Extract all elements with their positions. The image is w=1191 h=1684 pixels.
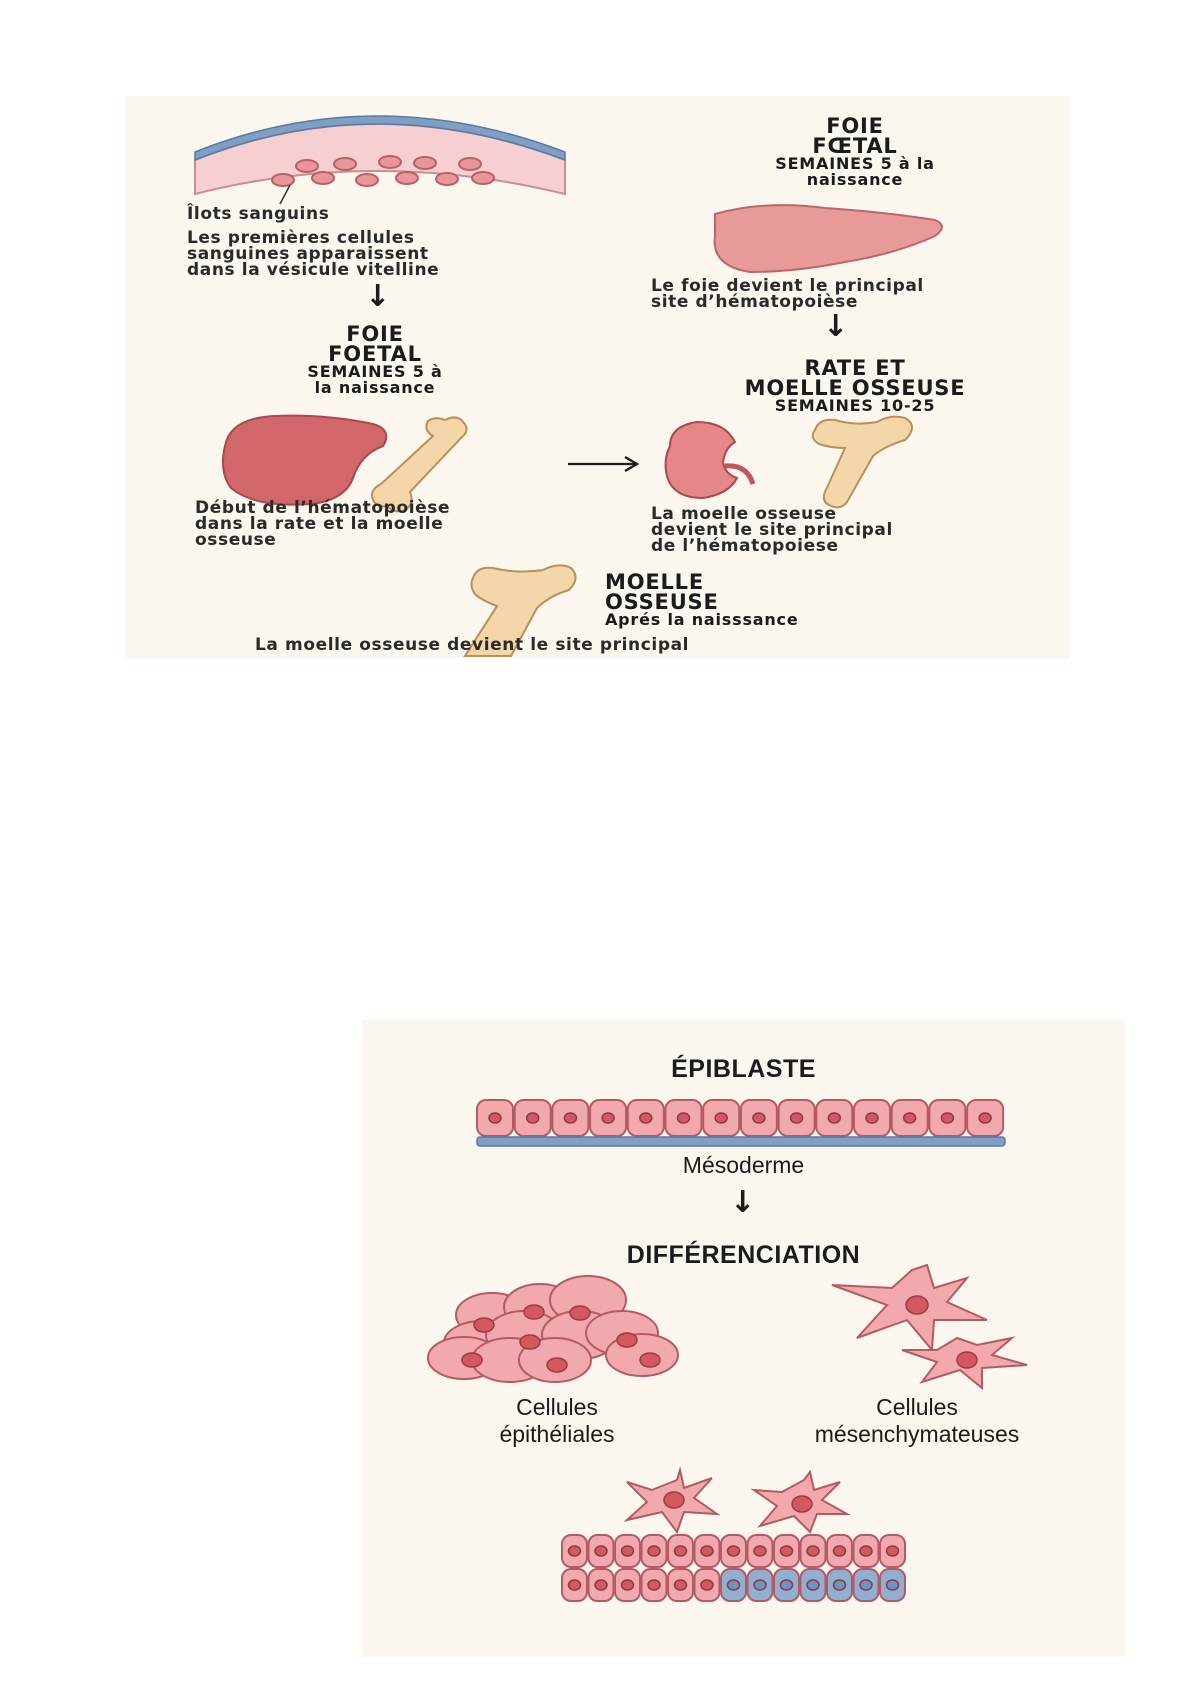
bone-t-illustration (813, 417, 912, 508)
mesoderm-membrane (477, 1137, 1005, 1146)
fetal-liver-right-title-line-1: FOIE (826, 114, 884, 138)
fetal-liver-title-line-2: FOETAL (328, 342, 422, 366)
cell-nucleus (887, 1546, 899, 1556)
cell-nucleus (489, 1113, 501, 1123)
start-caption-line-3: osseuse (195, 530, 277, 550)
blood-islands-caption-line-2: sanguines apparaissent (187, 244, 429, 264)
yolk-sac-illustration (195, 116, 565, 204)
cell-nucleus (834, 1580, 846, 1590)
cell-nucleus (791, 1113, 803, 1123)
epiblast-title: ÉPIBLASTE (671, 1055, 816, 1083)
spleen-marrow-period: SEMAINES 10-25 (774, 396, 936, 415)
epiblast-cell-row (477, 1100, 1003, 1136)
blood-islands-label: Îlots sanguins (187, 204, 330, 224)
hematopoiesis-panel (125, 96, 1070, 658)
fetal-liver-title-line-1: FOIE (346, 322, 404, 346)
cell-nucleus (781, 1546, 793, 1556)
differentiation-panel (362, 1020, 1125, 1657)
cell-nucleus (595, 1546, 607, 1556)
migrating-mesenchymal-cells (627, 1470, 847, 1532)
cell-nucleus (527, 1113, 539, 1123)
mesoderm-label: Mésoderme (682, 1152, 805, 1178)
fetal-liver-period-line-1: SEMAINES 5 à (307, 362, 443, 381)
cell-nucleus (941, 1113, 953, 1123)
cell-nucleus (622, 1580, 634, 1590)
cell-nucleus (640, 1113, 652, 1123)
start-caption-line-2: dans la rate et la moelle (195, 514, 444, 534)
cell-nucleus (979, 1113, 991, 1123)
cell-nucleus (701, 1546, 713, 1556)
cell-nucleus (728, 1580, 740, 1590)
mesenchymal-cells-illustration (832, 1265, 1027, 1388)
spleen-kidney-illustration (666, 422, 753, 498)
mesenchymal-label-line-2: mésenchymateuses (814, 1421, 1020, 1447)
start-caption-line-1: Début de l’hématopoièse (195, 498, 451, 518)
spleen-illustration (223, 416, 386, 505)
cell-nucleus (860, 1580, 872, 1590)
cell-nucleus (675, 1580, 687, 1590)
cell-nucleus (564, 1113, 576, 1123)
cell-nucleus (904, 1113, 916, 1123)
blood-islands-caption-line-1: Les premières cellules (187, 228, 415, 248)
bone-marrow-title-line-2: OSSEUSE (605, 590, 719, 614)
cell-nucleus (602, 1113, 614, 1123)
fetal-liver-period-line-2: la naissance (314, 378, 436, 397)
cell-nucleus (701, 1580, 713, 1590)
fetal-liver-right-period-line-2: naissance (806, 170, 904, 189)
arrow-right (568, 457, 637, 471)
fetal-liver-right-title-line-2: FŒTAL (812, 134, 898, 158)
arrow-down-icon: ↓ (365, 279, 391, 314)
mesenchymal-label-line-1: Cellules (876, 1394, 958, 1420)
bone-marrow-title-line-1: MOELLE (605, 570, 705, 594)
cell-nucleus (678, 1113, 690, 1123)
cell-nucleus (622, 1546, 634, 1556)
cell-nucleus (781, 1580, 793, 1590)
epithelial-label-line-2: épithéliales (499, 1421, 615, 1447)
blood-islands-caption-line-3: dans la vésicule vitelline (187, 260, 440, 280)
cell-nucleus (754, 1546, 766, 1556)
epithelial-label-line-1: Cellules (516, 1394, 598, 1420)
cell-nucleus (595, 1580, 607, 1590)
spleen-marrow-caption-line-1: La moelle osseuse (651, 504, 837, 524)
cell-nucleus (753, 1113, 765, 1123)
spleen-marrow-caption-line-3: de l’hématopoiese (651, 536, 839, 556)
spleen-marrow-title-line-2: MOELLE OSSEUSE (744, 376, 966, 400)
cell-nucleus (860, 1546, 872, 1556)
cell-nucleus (569, 1546, 581, 1556)
cell-nucleus (569, 1580, 581, 1590)
cell-nucleus (807, 1546, 819, 1556)
cell-nucleus (728, 1546, 740, 1556)
cell-nucleus (675, 1546, 687, 1556)
cell-nucleus (715, 1113, 727, 1123)
differentiation-illustrations (362, 1020, 1125, 1657)
arrow-down-icon-2: ↓ (823, 309, 849, 344)
cell-nucleus (866, 1113, 878, 1123)
bone-marrow-period: Aprés la naisssance (605, 610, 799, 629)
cell-nucleus (648, 1580, 660, 1590)
arrow-down-icon-3: ↓ (730, 1185, 756, 1220)
cell-nucleus (807, 1580, 819, 1590)
spleen-marrow-caption-line-2: devient le site principal (651, 520, 893, 540)
cell-nucleus (834, 1546, 846, 1556)
cell-nucleus (754, 1580, 766, 1590)
fetal-liver-right-caption-line-1: Le foie devient le principal (651, 276, 924, 296)
cell-nucleus (887, 1580, 899, 1590)
fetal-liver-illustration (715, 205, 942, 272)
differentiation-title: DIFFÉRENCIATION (626, 1241, 861, 1269)
fetal-liver-right-caption-line-2: site d’hématopoièse (651, 292, 859, 312)
spleen-marrow-title-line-1: RATE ET (804, 356, 906, 380)
cell-nucleus (648, 1546, 660, 1556)
cell-nucleus (828, 1113, 840, 1123)
fetal-liver-right-period-line-1: SEMAINES 5 à la (775, 154, 935, 173)
bone-marrow-caption: La moelle osseuse devient le site principal (255, 635, 690, 655)
bottom-cell-rows (562, 1535, 905, 1601)
